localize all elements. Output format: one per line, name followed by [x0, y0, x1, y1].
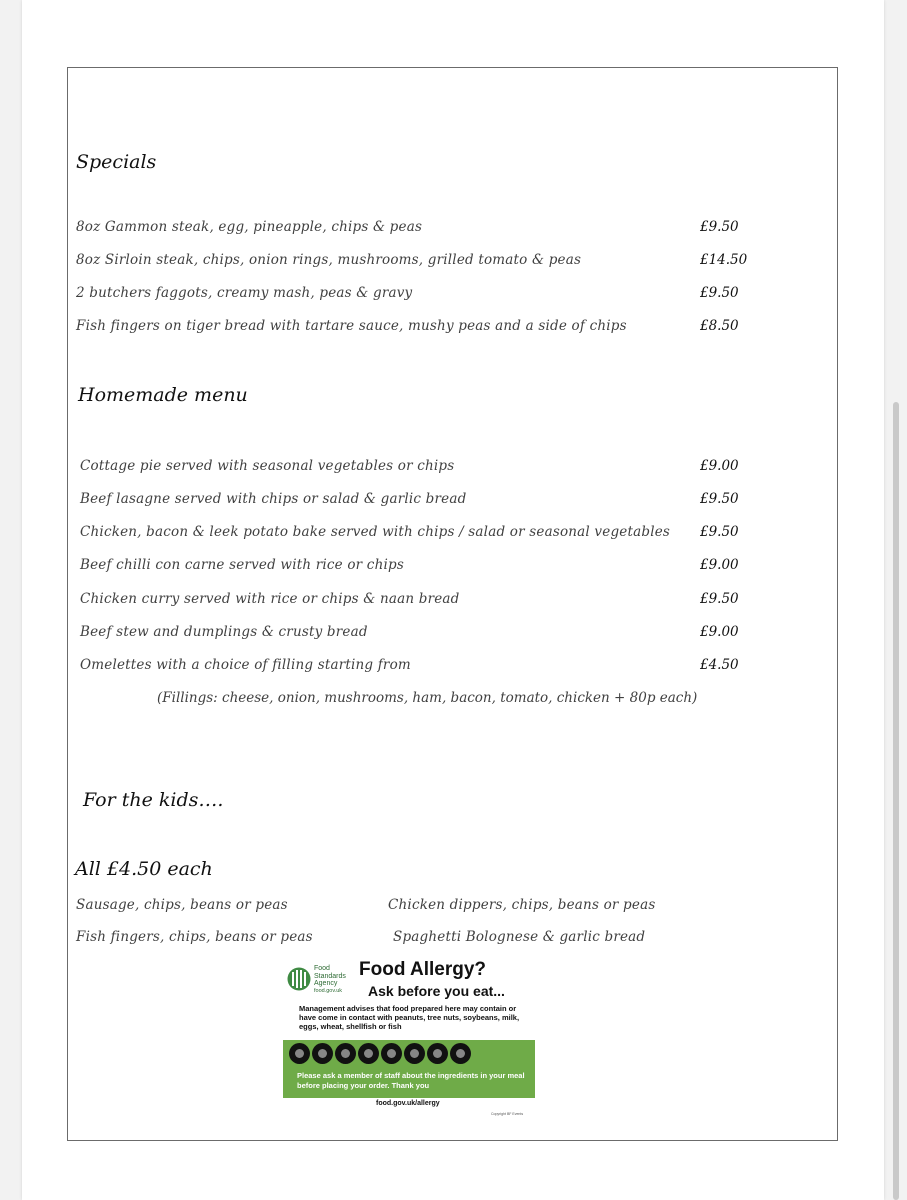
allergen-icons	[289, 1043, 471, 1064]
homemade-item-name: Beef stew and dumplings & crusty bread	[80, 624, 368, 640]
specials-item-price: £14.50	[700, 252, 748, 268]
specials-heading: Specials	[76, 151, 157, 173]
kids-price-line: All £4.50 each	[75, 858, 213, 880]
peanut-icon	[289, 1043, 310, 1064]
homemade-item-name: Beef chilli con carne served with rice or chips	[80, 557, 404, 573]
kids-heading: For the kids….	[83, 789, 224, 811]
specials-item-name: 2 butchers faggots, creamy mash, peas & gravy	[76, 285, 413, 301]
kids-item: Fish fingers, chips, beans or peas	[76, 929, 313, 945]
specials-item-name: Fish fingers on tiger bread with tartare sauce, mushy peas and a side of chips	[76, 318, 627, 334]
fish-icon	[450, 1043, 471, 1064]
homemade-item-name: Cottage pie served with seasonal vegetables or chips	[80, 458, 455, 474]
homemade-item-price: £4.50	[700, 657, 739, 673]
homemade-item-name: Chicken, bacon & leek potato bake served with chips / salad or seasonal vegetables	[80, 524, 671, 540]
homemade-heading: Homemade menu	[78, 384, 248, 406]
wheat-icon	[404, 1043, 425, 1064]
fsa-logo-icon	[287, 966, 311, 992]
homemade-item-price: £9.00	[700, 557, 739, 573]
kids-item: Spaghetti Bolognese & garlic bread	[393, 929, 646, 945]
specials-item-price: £9.50	[700, 285, 739, 301]
kids-item: Chicken dippers, chips, beans or peas	[388, 897, 656, 913]
homemade-item-price: £9.50	[700, 591, 739, 607]
fsa-line: Food	[314, 965, 330, 972]
specials-item-price: £9.50	[700, 219, 739, 235]
fsa-agency-name	[314, 965, 346, 995]
soybean-icon	[335, 1043, 356, 1064]
allergy-copyright: Copyright BF Events	[491, 1112, 524, 1116]
tree-nut-icon	[312, 1043, 333, 1064]
fsa-url: food.gov.uk	[314, 987, 343, 994]
allergy-title: Food Allergy?	[359, 959, 487, 980]
specials-item-name: 8oz Gammon steak, egg, pineapple, chips & peas	[76, 219, 423, 235]
egg-icon	[381, 1043, 402, 1064]
specials-item-price: £8.50	[700, 318, 739, 334]
homemade-item-price: £9.50	[700, 524, 739, 540]
fsa-line: Standards	[314, 972, 346, 980]
homemade-item-price: £9.50	[700, 491, 739, 507]
shellfish-icon	[427, 1043, 448, 1064]
homemade-item-name: Beef lasagne served with chips or salad & garlic bread	[80, 491, 467, 507]
homemade-item-name: Chicken curry served with rice or chips & naan bread	[80, 591, 460, 607]
fillings-note: (Fillings: cheese, onion, mushrooms, ham, bacon, tomato, chicken + 80p each)	[157, 690, 698, 706]
scrollbar[interactable]	[893, 402, 899, 1200]
homemade-item-price: £9.00	[700, 458, 739, 474]
allergy-management-text: Management advises that food prepared here may contain or have come in contact with peanuts, tree nuts, soybeans, milk, eggs, wheat, shellfish or fish	[299, 1004, 520, 1031]
food-allergy-poster	[283, 958, 535, 1124]
allergy-ask-text: Please ask a member of staff about the ingredients in your meal before placing your order. Thank you	[297, 1071, 525, 1090]
fsa-line: Agency	[314, 980, 338, 987]
milk-icon	[358, 1043, 379, 1064]
homemade-item-price: £9.00	[700, 624, 739, 640]
allergy-footer-url: food.gov.uk/allergy	[376, 1100, 440, 1107]
allergy-subtitle: Ask before you eat...	[368, 983, 505, 999]
allergy-green-panel	[283, 1040, 535, 1098]
kids-item: Sausage, chips, beans or peas	[76, 897, 288, 913]
homemade-item-name: Omelettes with a choice of filling starting from	[80, 657, 411, 673]
specials-item-name: 8oz Sirloin steak, chips, onion rings, mushrooms, grilled tomato & peas	[76, 252, 582, 268]
